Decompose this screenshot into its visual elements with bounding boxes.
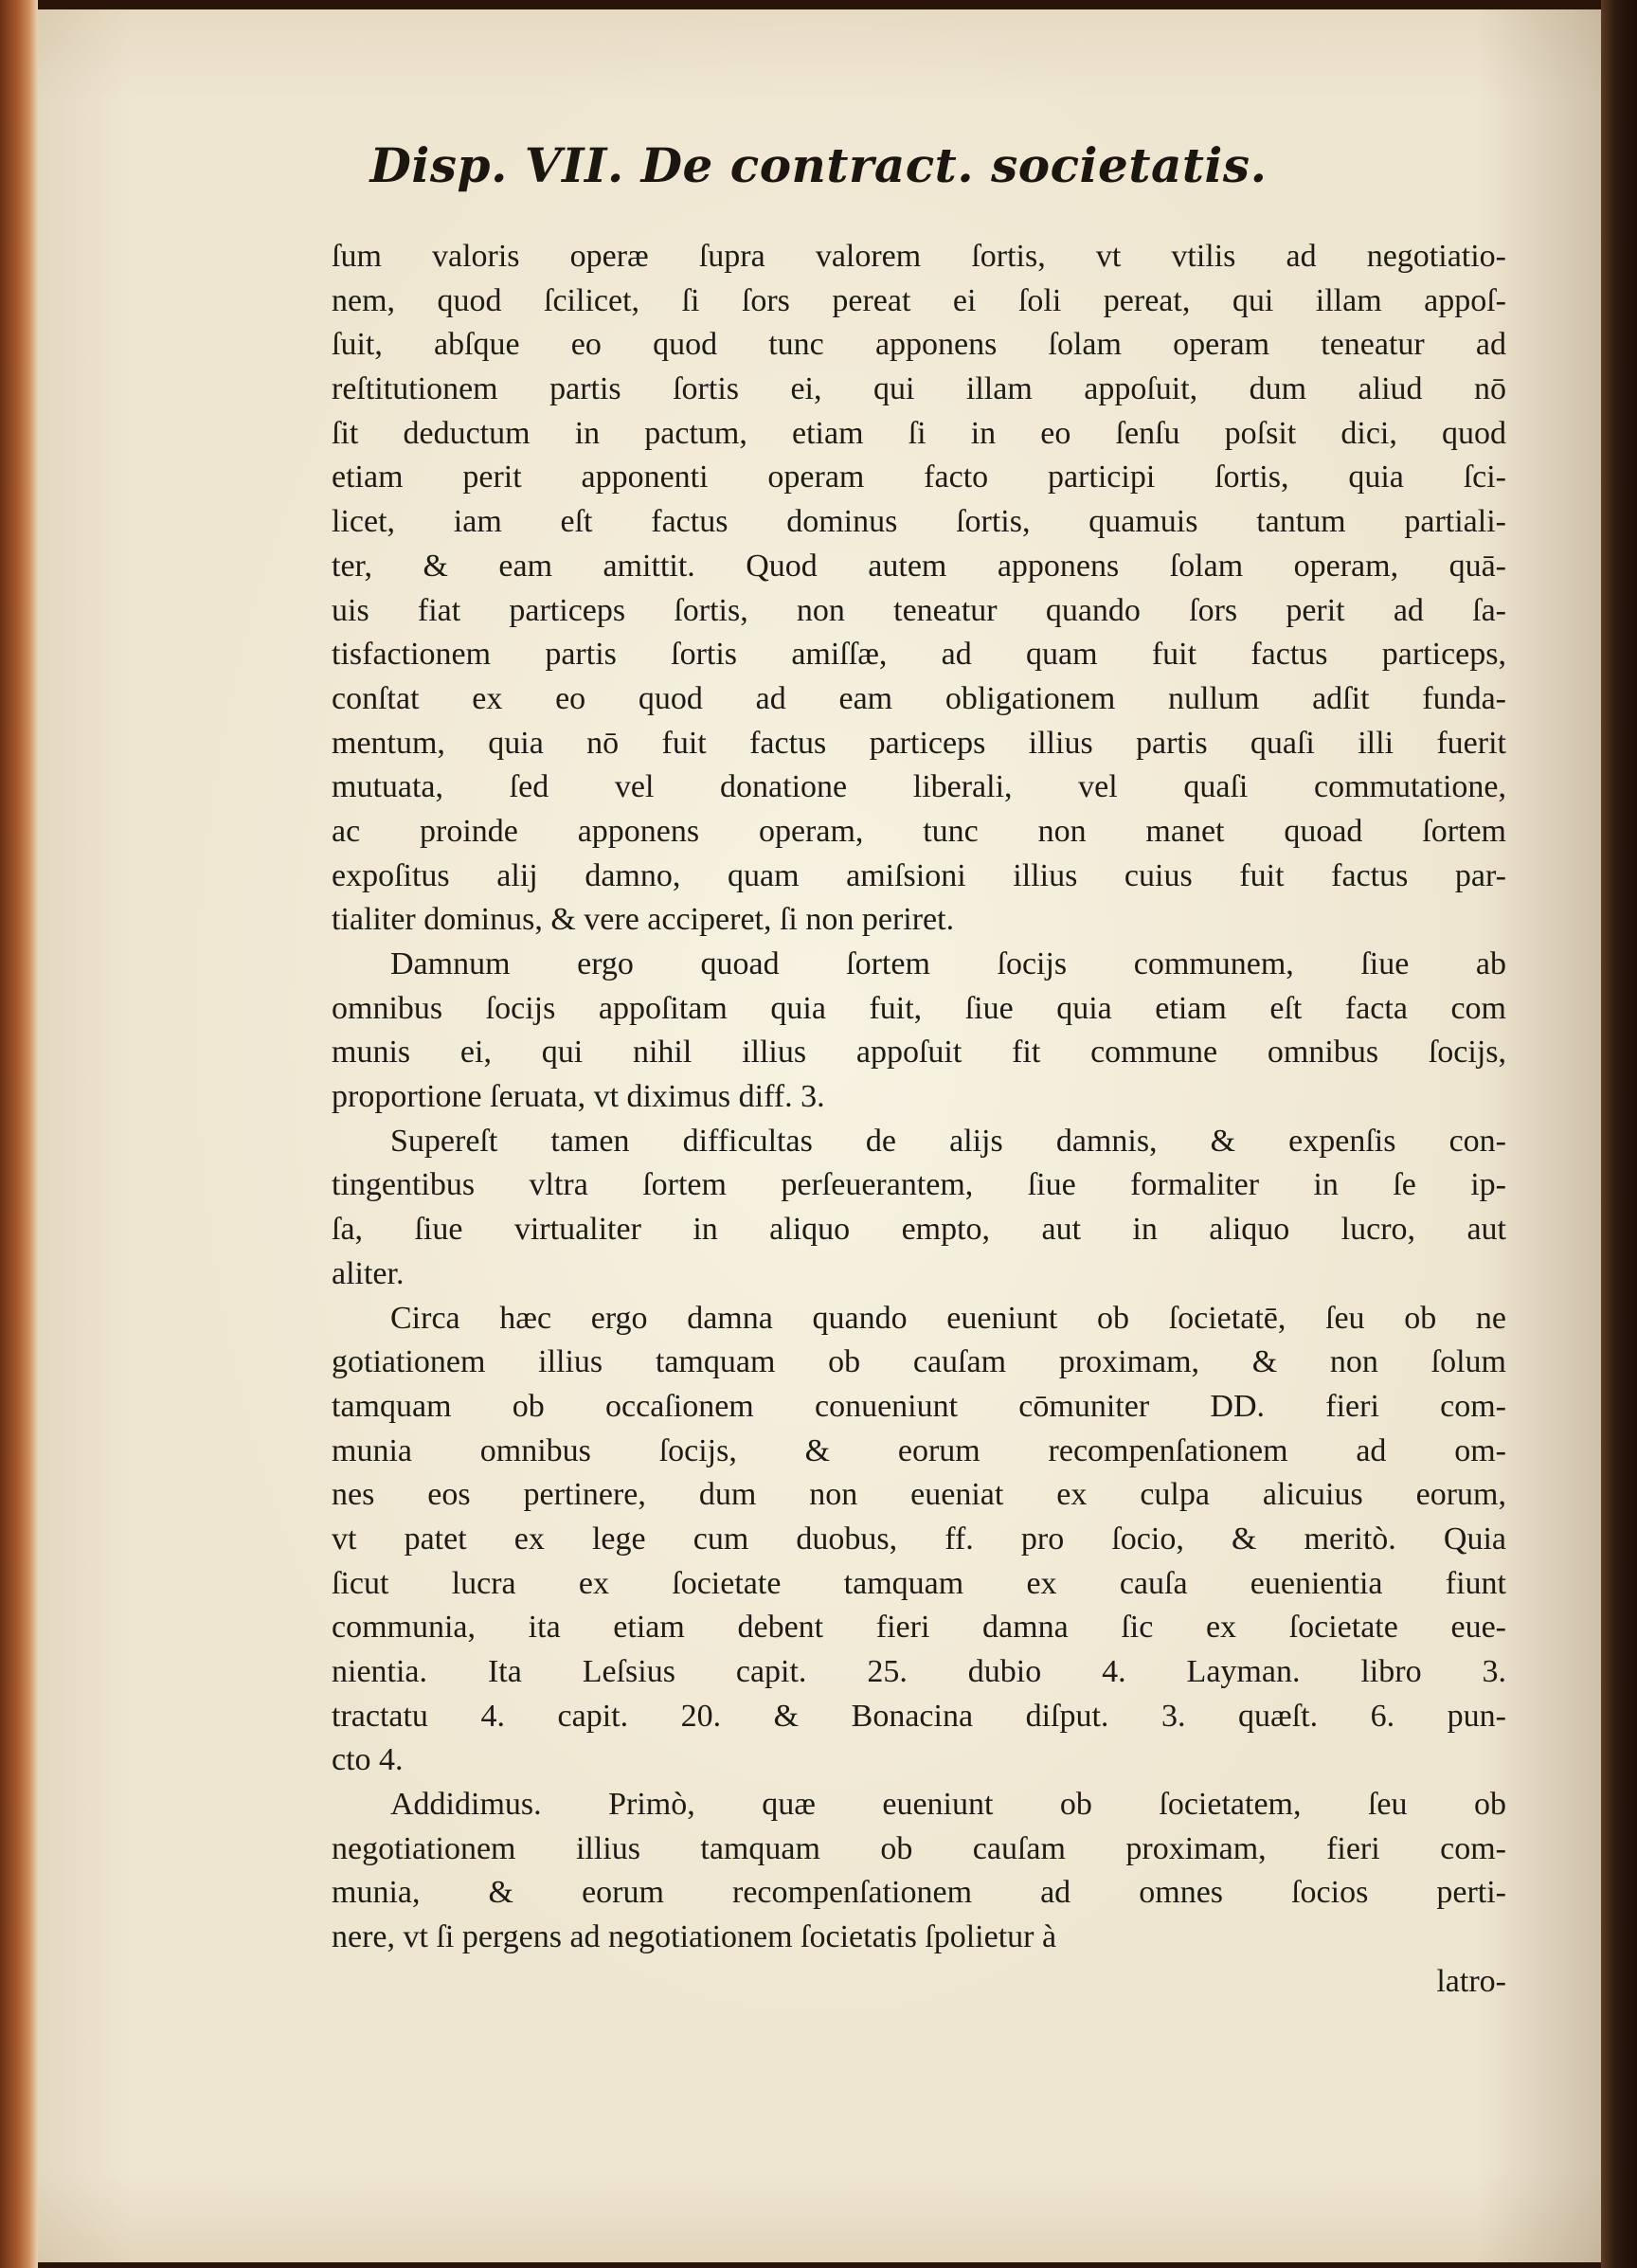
text-line: omnibus ſocijs appoſitam quia fuit, ſiue quia etiam eſt facta com xyxy=(332,990,1506,1026)
text-line: Supereſt tamen difficultas de alijs damnis, & expenſis con- xyxy=(390,1123,1506,1159)
text-line: munia omnibus ſocijs, & eorum recompenſationem ad om- xyxy=(332,1432,1506,1468)
catchword: latro- xyxy=(1436,1963,1506,1999)
text-line: gotiationem illius tamquam ob cauſam proximam, & non ſolum xyxy=(332,1344,1506,1380)
text-line: tialiter dominus, & vere acciperet, ſi non periret. xyxy=(332,902,955,938)
paragraph xyxy=(332,1783,1506,1960)
text-line: Damnum ergo quoad ſortem ſocijs communem, ſiue ab xyxy=(390,946,1506,981)
text-line: ſa, ſiue virtualiter in aliquo empto, aut in aliquo lucro, aut xyxy=(332,1212,1506,1248)
text-line: munia, & eorum recompenſationem ad omnes ſocios perti- xyxy=(332,1875,1506,1911)
text-line: etiam perit apponenti operam facto participi ſortis, quia ſci- xyxy=(332,459,1506,495)
text-line: ſit deductum in pactum, etiam ſi in eo ſenſu poſsit dici, quod xyxy=(332,415,1506,451)
text-line: tamquam ob occaſionem conueniunt cōmuniter DD. fieri com- xyxy=(332,1388,1506,1424)
text-line: Addidimus. Primò, quæ eueniunt ob ſocietatem, ſeu ob xyxy=(390,1787,1506,1823)
text-line: mutuata, ſed vel donatione liberali, vel quaſi commutatione, xyxy=(332,769,1506,805)
text-line: tisfactionem partis ſortis amiſſæ, ad quam fuit factus particeps, xyxy=(332,637,1506,673)
book-gutter xyxy=(1601,0,1637,2268)
text-line: ſicut lucra ex ſocietate tamquam ex cauſa euenientia fiunt xyxy=(332,1565,1506,1601)
text-line: nere, vt ſi pergens ad negotiationem ſocietatis ſpolietur à xyxy=(332,1919,1057,1955)
text-line: ter, & eam amittit. Quod autem apponens ſolam operam, quā- xyxy=(332,548,1506,584)
text-line: tractatu 4. capit. 20. & Bonacina diſput. 3. quæſt. 6. pun- xyxy=(332,1698,1506,1734)
text-line: conſtat ex eo quod ad eam obligationem nullum adſit funda- xyxy=(332,680,1506,716)
text-line: Circa hæc ergo damna quando eueniunt ob ſocietatē, ſeu ob ne xyxy=(390,1300,1506,1336)
text-line: communia, ita etiam debent fieri damna ſic ex ſocietate eue- xyxy=(332,1610,1506,1646)
text-line: proportione ſeruata, vt diximus diff. 3. xyxy=(332,1079,825,1115)
text-line: uis fiat particeps ſortis, non teneatur quando ſors perit ad ſa- xyxy=(332,592,1506,628)
paragraph xyxy=(332,943,1506,1120)
paragraph xyxy=(332,1120,1506,1297)
text-line: vt patet ex lege cum duobus, ff. pro ſocio, & meritò. Quia xyxy=(332,1521,1506,1557)
paragraph xyxy=(332,235,1506,943)
text-line: cto 4. xyxy=(332,1742,404,1778)
running-head: Disp. VII. De contract. societatis. xyxy=(369,137,1268,193)
text-line: mentum, quia nō fuit factus particeps illius partis quaſi illi fuerit xyxy=(332,725,1506,761)
text-line: aliter. xyxy=(332,1255,405,1291)
text-line: nem, quod ſcilicet, ſi ſors pereat ei ſoli pereat, qui illam appoſ- xyxy=(332,282,1506,318)
text-line: expoſitus alij damno, quam amiſsioni illius cuius fuit factus par- xyxy=(332,857,1506,893)
text-line: nientia. Ita Leſsius capit. 25. dubio 4. Layman. libro 3. xyxy=(332,1654,1506,1689)
text-line: ac proinde apponens operam, tunc non manet quoad ſortem xyxy=(332,813,1506,849)
text-line: nes eos pertinere, dum non eueniat ex culpa alicuius eorum, xyxy=(332,1477,1506,1513)
text-line: munis ei, qui nihil illius appoſuit fit commune omnibus ſocijs, xyxy=(332,1035,1506,1071)
text-line: licet, iam eſt factus dominus ſortis, quamuis tantum partiali- xyxy=(332,504,1506,540)
text-line: negotiationem illius tamquam ob cauſam proximam, fieri com- xyxy=(332,1830,1506,1866)
paragraph xyxy=(332,1297,1506,1784)
text-line: ſum valoris operæ ſupra valorem ſortis, vt vtilis ad negotiatio- xyxy=(332,239,1506,274)
text-line: ſuit, abſque eo quod tunc apponens ſolam operam teneatur ad xyxy=(332,327,1506,363)
page-fore-edge xyxy=(0,0,38,2268)
text-line: reſtitutionem partis ſortis ei, qui illam appoſuit, dum aliud nō xyxy=(332,371,1506,407)
body-text xyxy=(332,235,1506,2005)
text-line: tingentibus vltra ſortem perſeuerantem, ſiue formaliter in ſe ip- xyxy=(332,1167,1506,1203)
